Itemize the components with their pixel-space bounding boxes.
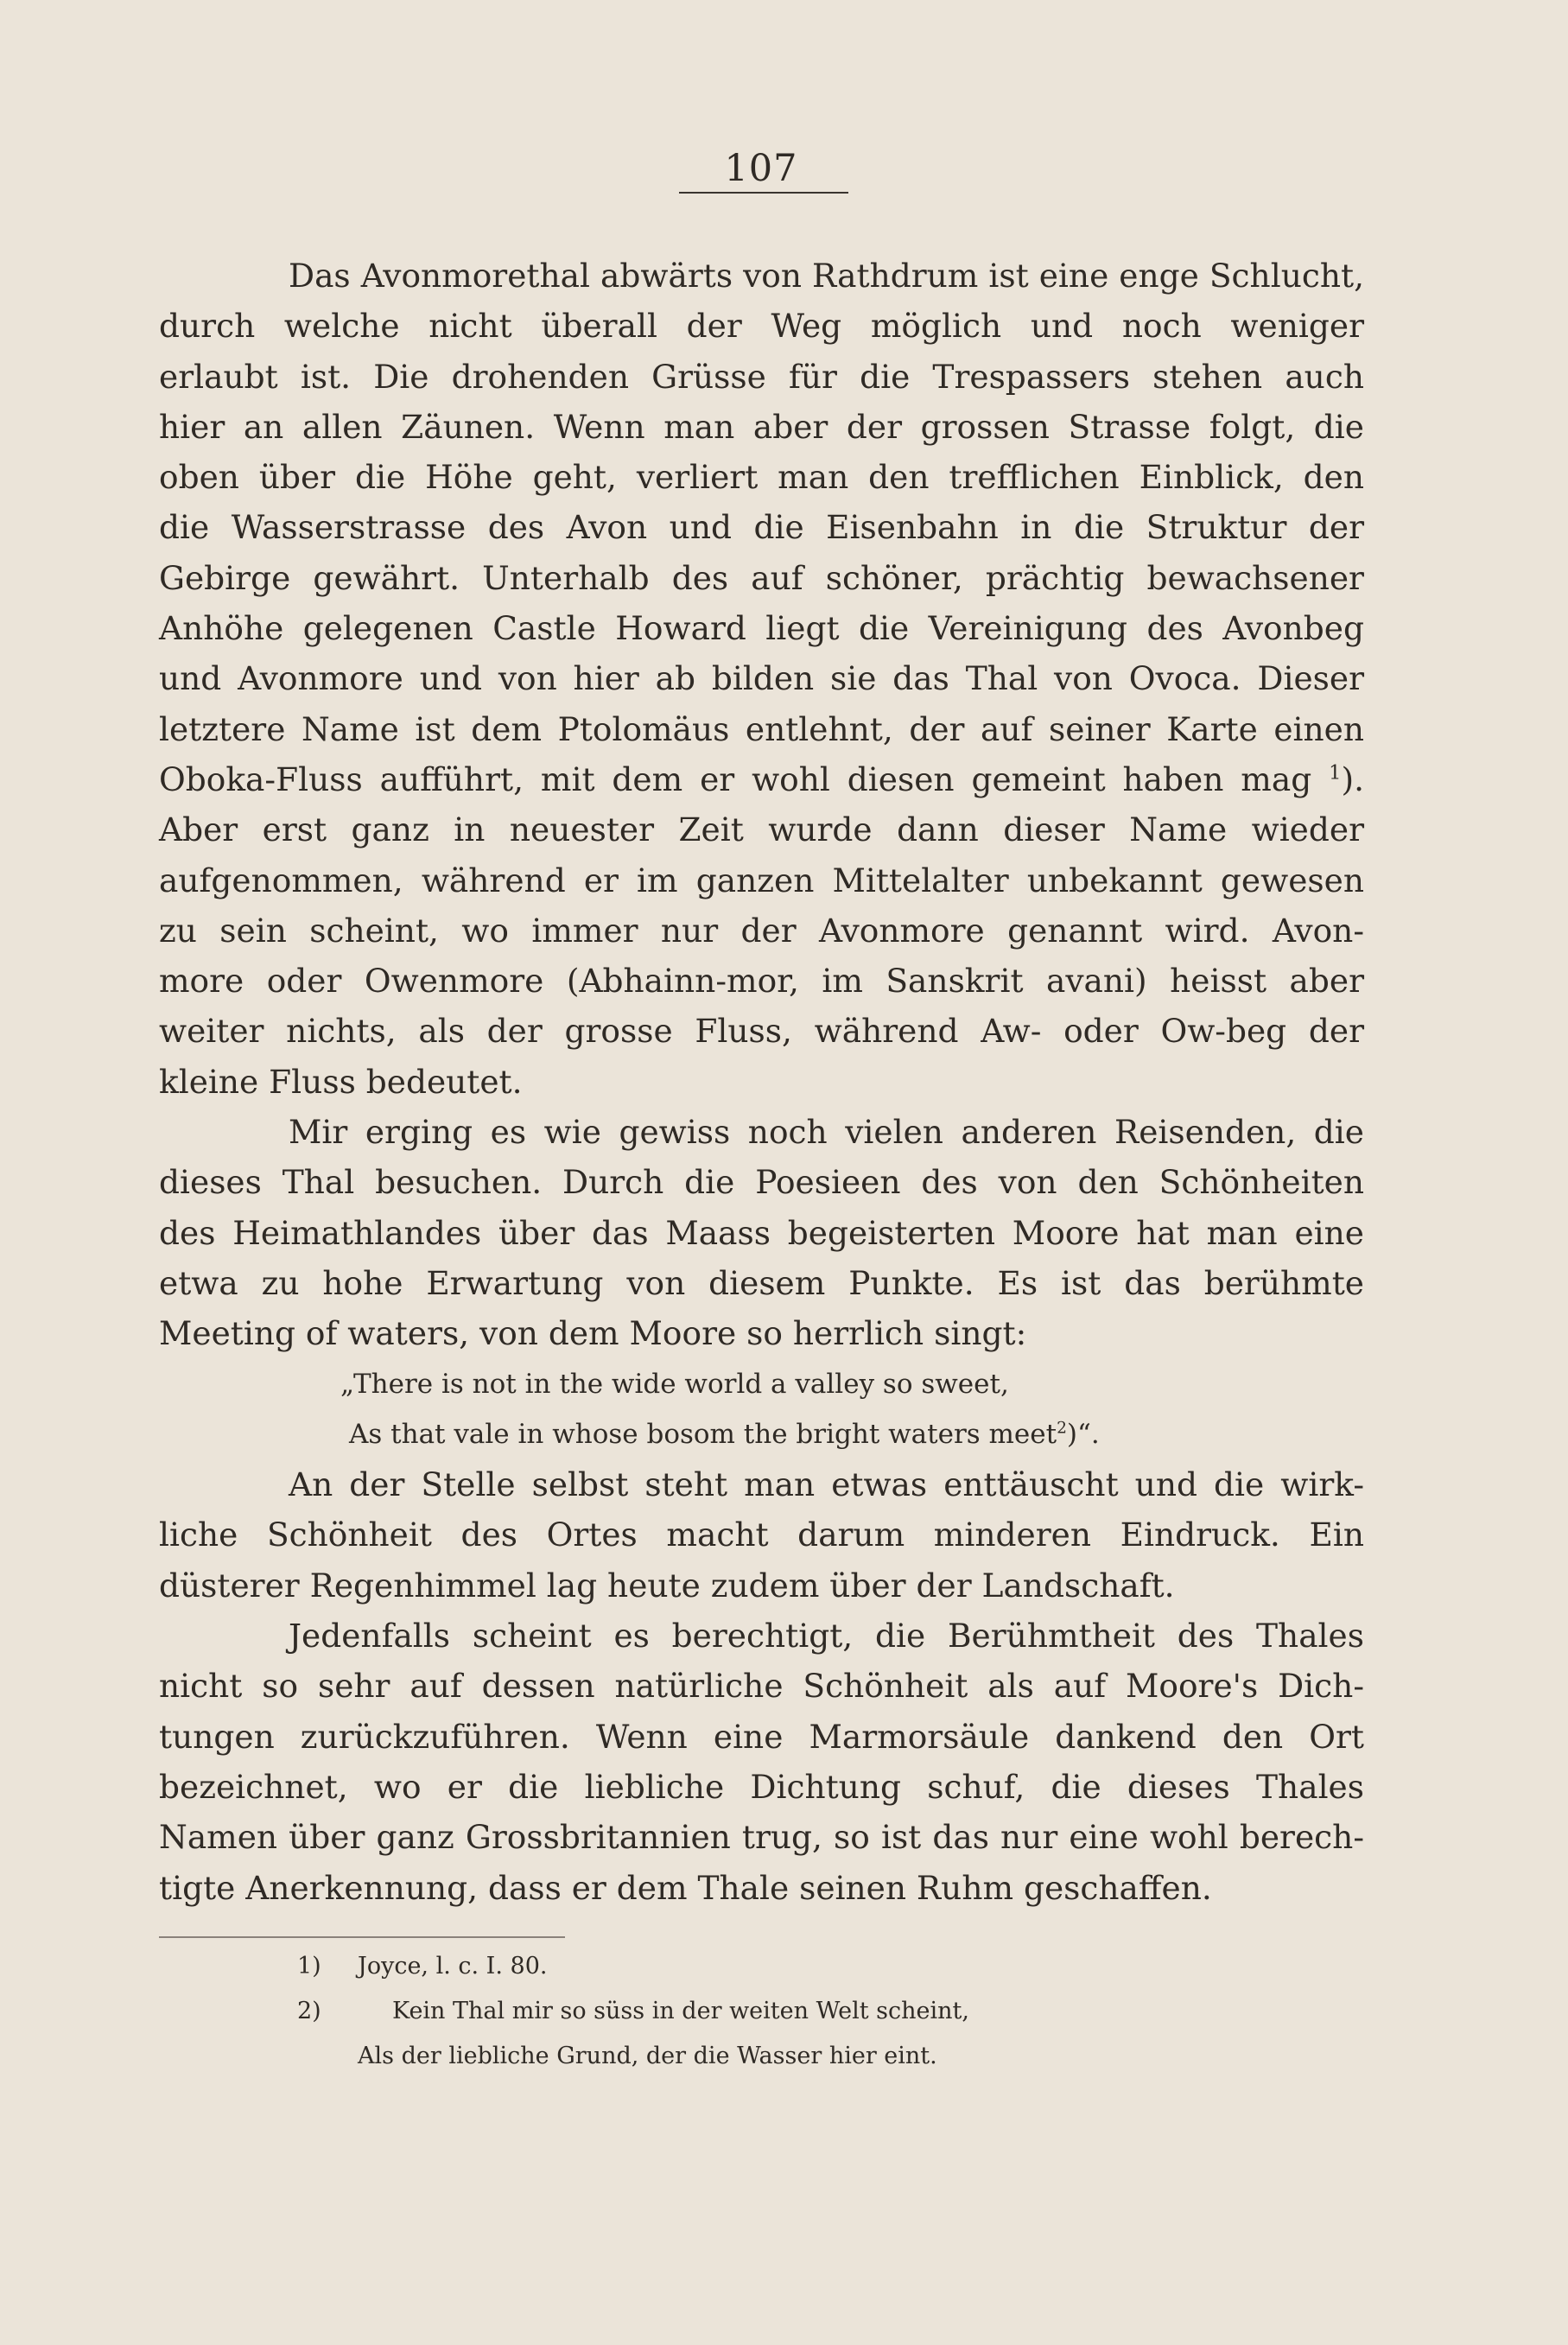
text-line: kleine Fluss bedeutet. <box>159 1062 523 1101</box>
text-line: tigte Anerkennung, dass er dem Thale seinen Ruhm geschaffen. <box>159 1868 1212 1907</box>
text-line: und Avonmore und von hier ab bilden sie das Thal von Ovoca. Dieser <box>159 659 1364 698</box>
text-line-with-footnote <box>159 754 1364 804</box>
quote-close: )“. <box>1066 1418 1100 1450</box>
text-line: Das Avonmorethal abwärts von Rathdrum ist eine enge Schlucht, <box>289 257 1364 295</box>
text-line: Namen über ganz Grossbritannien trug, so ist das nur eine wohl berech- <box>159 1818 1364 1857</box>
footnote-text: Kein Thal mir so süss in der weiten Welt scheint, <box>392 1998 969 2024</box>
footnote-mark: 1) <box>297 1953 321 1980</box>
quote-line-2 <box>340 1409 1364 1459</box>
paragraph-2 <box>159 1107 1364 1358</box>
text-line: Aber erst ganz in neuester Zeit wurde dann dieser Name wieder <box>159 810 1364 849</box>
footnote-ref-1: 1 <box>1329 761 1342 785</box>
quote-line-2-text: As that vale in whose bosom the bright waters meet <box>349 1418 1057 1450</box>
text-line: Anhöhe gelegenen Castle Howard liegt die Vereinigung des Avonbeg <box>159 609 1364 648</box>
text-line: Gebirge gewährt. Unterhalb des auf schöner, prächtig bewachsener <box>159 558 1364 597</box>
text-line: dieses Thal besuchen. Durch die Poesieen des von den Schönheiten <box>159 1163 1364 1202</box>
text-line: erlaubt ist. Die drohenden Grüsse für die Trespassers stehen auch <box>159 357 1364 396</box>
text-line: Meeting of waters, von dem Moore so herrlich singt: <box>159 1314 1027 1353</box>
page-number-rule <box>679 192 848 194</box>
text-line: oben über die Höhe geht, verliert man den trefflichen Einblick, den <box>159 458 1364 497</box>
footnote-text: Joyce, l. c. I. 80. <box>358 1953 548 1980</box>
text-line: tungen zurückzuführen. Wenn eine Marmorsäule dankend den Ort <box>159 1717 1364 1756</box>
text-line: letztere Name ist dem Ptolomäus entlehnt, der auf seiner Karte einen <box>159 709 1364 748</box>
text-line: hier an allen Zäunen. Wenn man aber der grossen Strasse folgt, die <box>159 407 1364 446</box>
footnote-1 <box>159 1944 1196 1989</box>
body-text <box>159 251 1364 1913</box>
footnote-rule <box>159 1936 565 1938</box>
page-number: 107 <box>724 147 798 190</box>
quote-line-1: „There is not in the wide world a valley so sweet, <box>340 1368 1009 1400</box>
text-line: liche Schönheit des Ortes macht darum minderen Eindruck. Ein <box>159 1516 1364 1554</box>
paragraph-1 <box>159 251 1364 1107</box>
text-line: nicht so sehr auf dessen natürliche Schönheit als auf Moore's Dich- <box>159 1667 1364 1706</box>
text-line: more oder Owenmore (Abhainn-mor, im Sanskrit avani) heisst aber <box>159 962 1364 1001</box>
text-line: Jedenfalls scheint es berechtigt, die Berühmtheit des Thales <box>289 1617 1364 1655</box>
footnote-text: Als der liebliche Grund, der die Wasser hier eint. <box>358 2043 937 2069</box>
text-line: die Wasserstrasse des Avon und die Eisenbahn in die Struktur der <box>159 508 1364 547</box>
footnote-2 <box>159 1989 1196 2079</box>
footnote-ref-2: 2 <box>1057 1419 1067 1438</box>
footnotes <box>159 1944 1196 2079</box>
text-line: aufgenommen, während er im ganzen Mittelalter unbekannt gewesen <box>159 861 1364 899</box>
text-line: weiter nichts, als der grosse Fluss, während Aw- oder Ow-beg der <box>159 1012 1364 1051</box>
text-line: Oboka-Fluss aufführt, mit dem er wohl diesen gemeint haben mag <box>159 759 1312 798</box>
poem-quote <box>159 1359 1364 1460</box>
text-line: zu sein scheint, wo immer nur der Avonmore genannt wird. Avon- <box>159 911 1364 950</box>
paragraph-3 <box>159 1459 1364 1611</box>
text-line: etwa zu hohe Erwartung von diesem Punkte. Es ist das berühmte <box>159 1263 1364 1302</box>
paragraph-4 <box>159 1611 1364 1913</box>
text-line: bezeichnet, wo er die liebliche Dichtung schuf, die dieses Thales <box>159 1767 1364 1806</box>
text-line: An der Stelle selbst steht man etwas enttäuscht und die wirk- <box>289 1465 1364 1504</box>
text-line: durch welche nicht überall der Weg möglich und noch weniger <box>159 307 1364 346</box>
text-line: Mir erging es wie gewiss noch vielen anderen Reisenden, die <box>289 1113 1364 1152</box>
footnote-ref-close: ). <box>1341 759 1365 798</box>
text-line: düsterer Regenhimmel lag heute zudem über der Landschaft. <box>159 1566 1175 1605</box>
text-line: des Heimathlandes über das Maass begeisterten Moore hat man eine <box>159 1213 1364 1252</box>
footnote-mark: 2) <box>297 1998 321 2024</box>
